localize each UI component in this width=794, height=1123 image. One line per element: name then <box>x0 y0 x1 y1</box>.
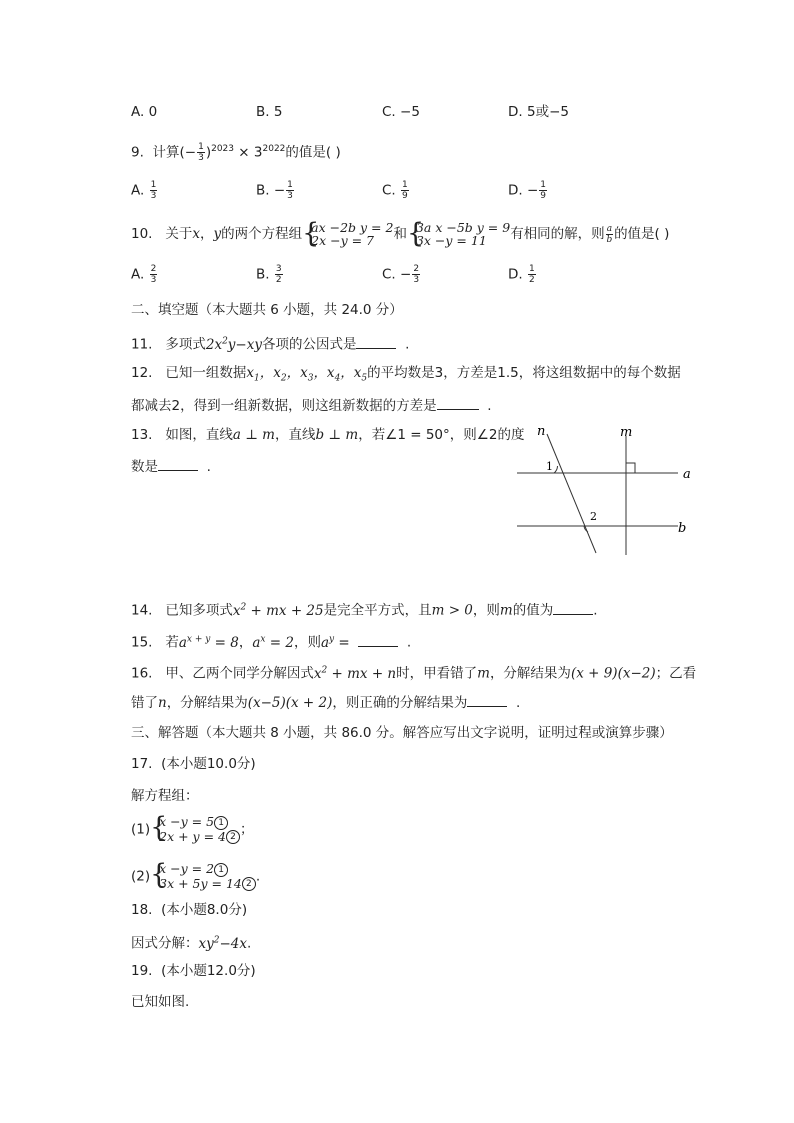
q10-option-d: D. $\frac{1}{2}$ <box>508 264 535 285</box>
question-17-instruction: 解方程组： <box>131 788 199 804</box>
equation-system: { ax −2b y = 2 2x −y = 7 <box>302 218 394 249</box>
q10-option-c: C. − $\frac{2}{3}$ <box>382 264 420 285</box>
answer-blank[interactable] <box>437 395 479 410</box>
q9-option-c: C. $\frac{1}{9}$ <box>382 180 408 201</box>
label-angle-1: 1 <box>546 460 553 473</box>
exponent: 2022 <box>262 144 286 154</box>
right-angle-mark <box>626 463 635 473</box>
question-17-part-2: (2) { x −y = 2 1 3x + 5y = 14 2 . <box>131 859 261 891</box>
question-12-cont: 都减去2，得到一组新数据，则这组新数据的方差是 . <box>131 395 491 416</box>
angle-1-arc <box>554 466 558 473</box>
question-18-instruction: 因式分解：$xy^2-4x$. <box>131 935 252 952</box>
question-10: 10. 关于x，y的两个方程组 { ax −2b y = 2 2x −y = 7 和 { 3a x −5b y = 9 3x −y = 11 有相同的解，则 $\frac{a}{b}$ 的值是( ) <box>131 218 670 249</box>
q9-option-b: B. − $\frac{1}{3}$ <box>256 180 293 201</box>
question-16: 16. 甲、乙两个同学分解因式$x^2$ + mx + n时，甲看错了m，分解结果为(x + 9)(x−2)；乙看 <box>131 665 697 682</box>
q8-option-b: B. 5 <box>256 104 283 120</box>
q10-option-a: A. $\frac{2}{3}$ <box>131 264 157 285</box>
q9-text: × 3 <box>238 144 263 161</box>
q9-option-d: D. − $\frac{1}{9}$ <box>508 180 547 201</box>
question-18-header: 18. (本小题8.0分) <box>131 902 248 918</box>
q9-option-a: A. $\frac{1}{3}$ <box>131 180 157 201</box>
question-9: 9. 计算(− $\frac{1}{3}$ )$^{2023} \times 3^{2022}$的值是( ) <box>131 142 341 163</box>
question-17-header: 17. (本小题10.0分) <box>131 756 256 772</box>
section-heading-solve: 三、解答题（本大题共 8 小题，共 86.0 分。解答应写出文字说明，证明过程或演算步骤） <box>131 725 673 741</box>
fraction: $\frac{1}{3}$ <box>198 142 204 163</box>
equation-system: { 3a x −5b y = 9 3x −y = 11 <box>406 218 511 249</box>
answer-blank[interactable] <box>356 334 396 349</box>
question-number: 9. <box>131 144 144 161</box>
question-17-part-1: (1) { x −y = 5 1 2x + y = 4 2 ； <box>131 812 254 844</box>
q8-option-a: A. 0 <box>131 104 158 120</box>
question-14: 14. 已知多项式$x^2$ + mx + 25是完全平方式，且m > 0，则m的值为 . <box>131 597 598 621</box>
answer-blank[interactable] <box>158 456 198 471</box>
q8-option-c: C. −5 <box>382 104 420 120</box>
answer-blank[interactable] <box>553 600 593 615</box>
q8-option-d: D. 5或−5 <box>508 104 569 120</box>
question-13: 13. 如图，直线a ⊥ m，直线b ⊥ m，若∠1 = 50°，则∠2的度 <box>131 427 525 443</box>
question-11: 11. 多项式$2x^2y-xy$各项的公因式是 . <box>131 331 409 355</box>
question-13-cont: 数是 . <box>131 456 211 477</box>
question-number: 10. <box>131 226 153 242</box>
label-angle-2: 2 <box>590 510 597 523</box>
question-19-header: 19. (本小题12.0分) <box>131 963 256 979</box>
label-n: n <box>537 424 546 439</box>
answer-blank[interactable] <box>467 692 507 707</box>
label-b: b <box>678 521 687 536</box>
label-m: m <box>620 425 633 440</box>
exponent: 2023 <box>211 144 234 154</box>
question-12: 12. 已知一组数据$x_1$，$x_2$，$x_3$，$x_4$，$x_5$的平均数是3，方差是1.5，将这组数据中的每个数据 <box>131 365 681 384</box>
q10-option-b: B. $\frac{3}{2}$ <box>256 264 282 285</box>
question-16-cont: 错了n，分解结果为(x−5)(x + 2)，则正确的分解结果为 . <box>131 692 520 713</box>
q9-text: 的值是( ) <box>285 144 341 161</box>
label-a: a <box>683 467 691 482</box>
q9-text: 计算( <box>152 144 185 161</box>
answer-blank[interactable] <box>358 632 398 647</box>
question-15: 15. 若$a^{x + y} = 8$，$a^x = 2$，则$a^y$ = . <box>131 629 411 653</box>
geometry-figure <box>510 422 700 562</box>
line-n <box>547 434 596 553</box>
section-heading-fill-in: 二、填空题（本大题共 6 小题，共 24.0 分） <box>131 302 403 318</box>
q9-text: ) <box>205 144 212 161</box>
question-19-instruction: 已知如图. <box>131 994 190 1010</box>
